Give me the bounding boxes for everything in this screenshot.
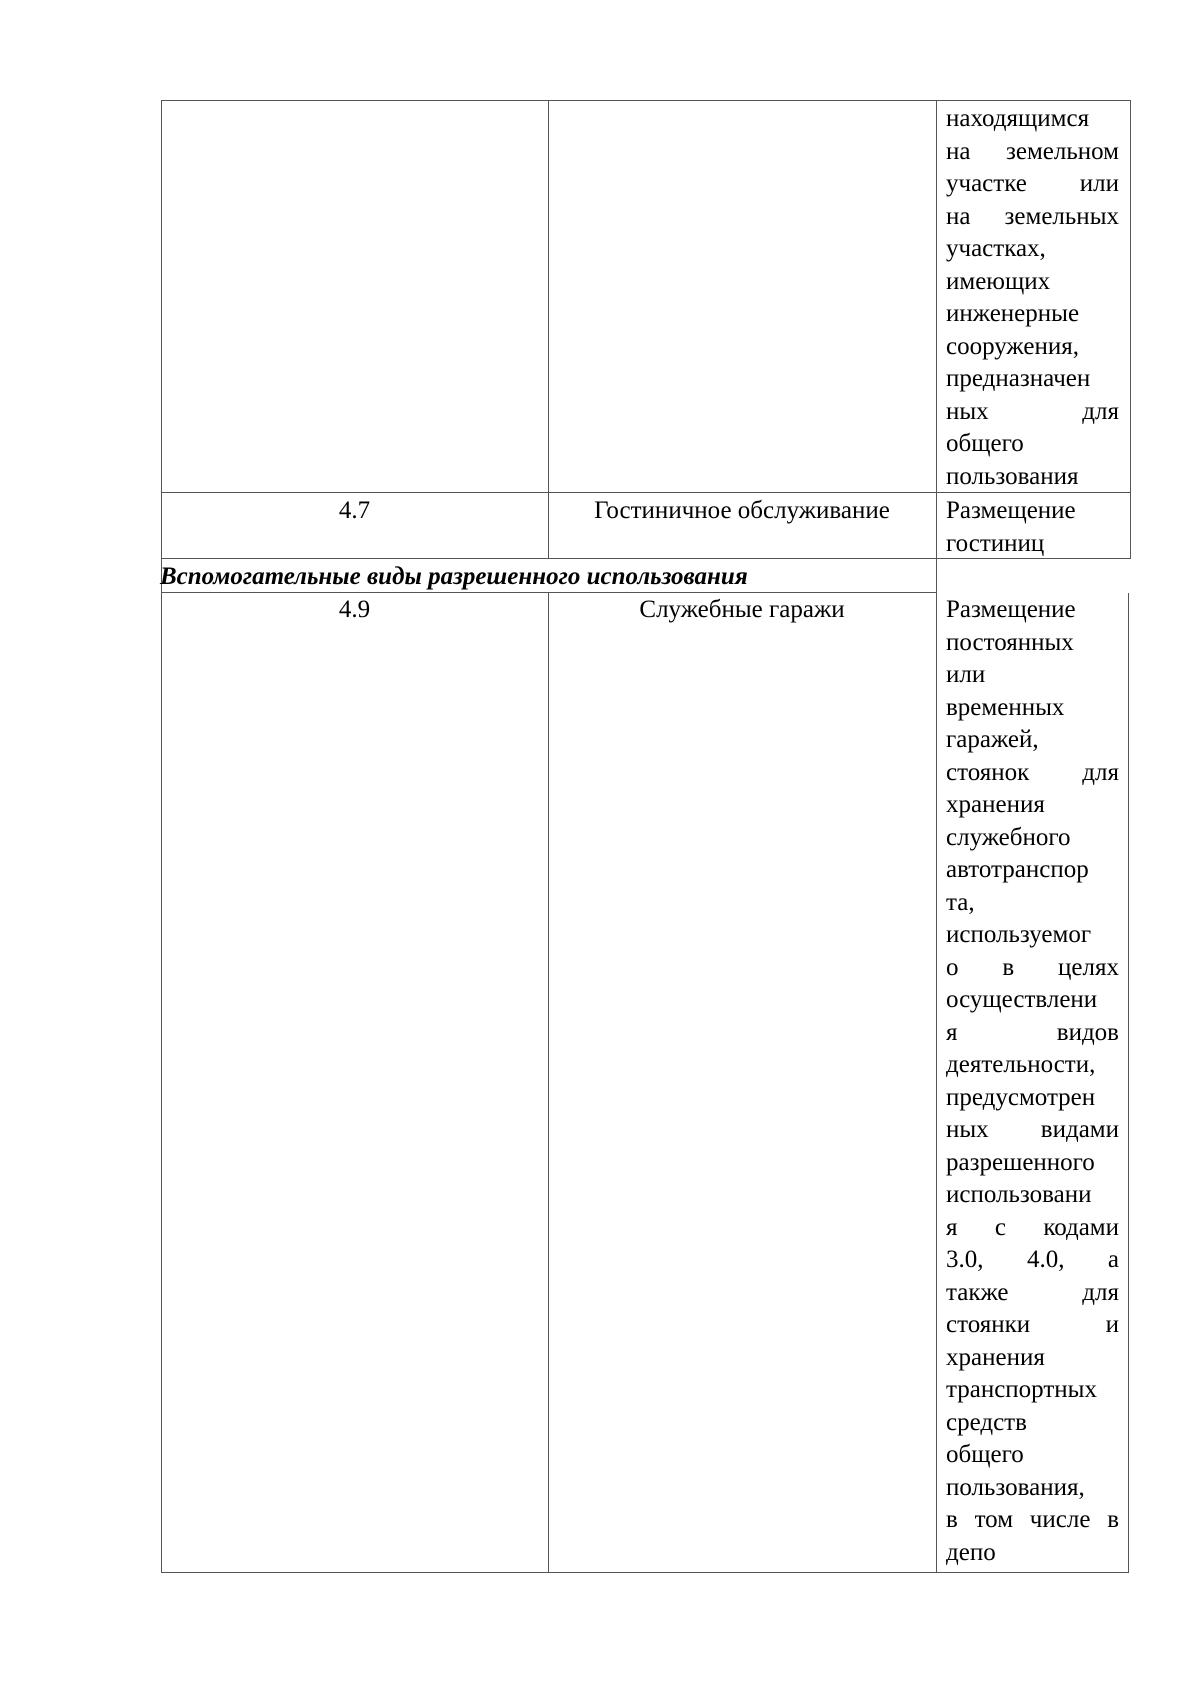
description-line xyxy=(946,724,1119,757)
description-word: предусмотрен xyxy=(946,1083,1096,1111)
description-word: деятельности, xyxy=(946,1051,1096,1078)
description-word: или xyxy=(1079,170,1119,197)
description-word: гостиниц xyxy=(946,529,1045,557)
description-word: депо xyxy=(946,1538,996,1566)
description-word: с xyxy=(994,1213,1006,1241)
description-word: в xyxy=(1107,1506,1119,1533)
description-line xyxy=(946,1309,1119,1342)
garages-code: 4.9 xyxy=(338,596,371,623)
description-word: хранения xyxy=(946,791,1045,818)
description-word: я xyxy=(946,1213,958,1241)
description-line xyxy=(946,1212,1119,1245)
description-word: гаражей, xyxy=(946,726,1039,753)
description-line xyxy=(946,594,1119,627)
description-line xyxy=(946,298,1119,331)
description-line xyxy=(946,627,1119,660)
description-word: имеющих xyxy=(946,267,1051,295)
description-line xyxy=(946,103,1119,136)
description-line xyxy=(946,1504,1119,1537)
description-word: том xyxy=(974,1506,1014,1533)
description-word: для xyxy=(1082,1278,1119,1306)
hotel-description xyxy=(946,495,1119,560)
description-word: целях xyxy=(1058,953,1119,981)
description-line xyxy=(946,1147,1119,1180)
description-line xyxy=(946,952,1119,985)
description-word: земельном xyxy=(1006,137,1119,165)
description-word: числе xyxy=(1029,1506,1091,1533)
description-word: пользования xyxy=(946,462,1079,490)
description-word: в xyxy=(946,1506,958,1533)
table-border-top xyxy=(161,100,1131,101)
description-word: 4.0, xyxy=(1026,1246,1065,1273)
description-word: автотранспор xyxy=(946,856,1089,883)
top-row-description xyxy=(946,103,1119,493)
description-line xyxy=(946,396,1119,429)
description-word: общего xyxy=(946,1441,1024,1468)
description-word: транспортных xyxy=(946,1376,1097,1403)
description-word: и xyxy=(1105,1311,1119,1338)
description-word: разрешенного xyxy=(946,1148,1095,1176)
description-word: стоянок xyxy=(946,758,1030,786)
column-divider-1 xyxy=(548,100,549,558)
description-word: 3.0, xyxy=(946,1246,984,1273)
description-line xyxy=(946,1472,1119,1505)
description-line xyxy=(946,168,1119,201)
description-word: средств xyxy=(946,1408,1027,1436)
description-word: в xyxy=(1002,953,1015,981)
description-line xyxy=(946,136,1119,169)
description-line xyxy=(946,233,1119,266)
description-line xyxy=(946,428,1119,461)
description-word: видов xyxy=(1056,1018,1119,1046)
description-word: сооружения, xyxy=(946,332,1079,360)
table-border-left xyxy=(161,100,162,1573)
description-line xyxy=(946,1439,1119,1472)
description-line xyxy=(946,363,1119,396)
description-line xyxy=(946,1342,1119,1375)
description-word: используемог xyxy=(946,921,1092,948)
description-word: находящимся xyxy=(946,105,1090,132)
description-word: участке xyxy=(946,170,1027,197)
description-word: на xyxy=(946,137,971,165)
description-line xyxy=(946,331,1119,364)
table-border-right-lower xyxy=(1128,593,1129,1573)
garages-description xyxy=(946,594,1119,1569)
description-word: или xyxy=(946,661,986,688)
description-word: ных xyxy=(946,1116,989,1143)
description-word: а xyxy=(1107,1246,1119,1273)
description-word: служебного xyxy=(946,823,1071,851)
description-word: предназначен xyxy=(946,365,1091,392)
description-word: участках, xyxy=(946,235,1046,262)
description-line xyxy=(946,1017,1119,1050)
hotel-name: Гостиничное обслуживание xyxy=(594,497,890,524)
description-line xyxy=(946,757,1119,790)
description-word: осуществлени xyxy=(946,986,1098,1013)
description-line xyxy=(946,1244,1119,1277)
description-word: Размещение xyxy=(946,596,1076,623)
description-line xyxy=(946,822,1119,855)
description-word: общего xyxy=(946,430,1024,457)
description-line xyxy=(946,201,1119,234)
description-line xyxy=(946,659,1119,692)
description-line xyxy=(946,1537,1119,1570)
description-word: кодами xyxy=(1043,1213,1119,1241)
description-word: временных xyxy=(946,693,1065,721)
column-divider-2 xyxy=(936,100,937,1573)
description-word: ных xyxy=(946,397,989,425)
description-word: я xyxy=(946,1018,958,1046)
description-line xyxy=(946,1114,1119,1147)
description-line xyxy=(946,528,1119,561)
description-line xyxy=(946,1374,1119,1407)
garages-name: Служебные гаражи xyxy=(639,596,845,623)
description-line xyxy=(946,887,1119,920)
description-word: на xyxy=(946,202,971,230)
hotel-code: 4.7 xyxy=(338,497,371,524)
description-line xyxy=(946,692,1119,725)
description-word: для xyxy=(1082,397,1119,425)
description-word: стоянки xyxy=(946,1311,1031,1338)
description-word: хранения xyxy=(946,1343,1045,1371)
description-line xyxy=(946,1049,1119,1082)
description-word: о xyxy=(946,953,959,981)
description-word: использовани xyxy=(946,1181,1092,1208)
description-line xyxy=(946,1179,1119,1212)
description-line xyxy=(946,984,1119,1017)
description-line xyxy=(946,854,1119,887)
description-word: земельных xyxy=(1004,202,1119,230)
description-word: также xyxy=(946,1278,1009,1306)
description-line xyxy=(946,1407,1119,1440)
description-word: та, xyxy=(946,888,975,916)
description-word: видами xyxy=(1040,1116,1119,1143)
description-word: пользования, xyxy=(946,1473,1085,1501)
description-line xyxy=(946,495,1119,528)
description-word: постоянных xyxy=(946,628,1074,656)
description-line xyxy=(946,266,1119,299)
description-word: инженерные xyxy=(946,300,1080,327)
description-line xyxy=(946,919,1119,952)
table-border-right xyxy=(1130,100,1131,559)
description-line xyxy=(946,1082,1119,1115)
description-word: Размещение xyxy=(946,497,1076,524)
description-line xyxy=(946,1277,1119,1310)
column-divider-1-lower xyxy=(548,593,549,1573)
auxiliary-uses-heading: Вспомогательные виды разрешенного использования xyxy=(160,563,748,590)
description-line xyxy=(946,789,1119,822)
description-word: для xyxy=(1082,758,1119,786)
description-line xyxy=(946,461,1119,494)
table-border-bottom xyxy=(161,1572,1129,1573)
